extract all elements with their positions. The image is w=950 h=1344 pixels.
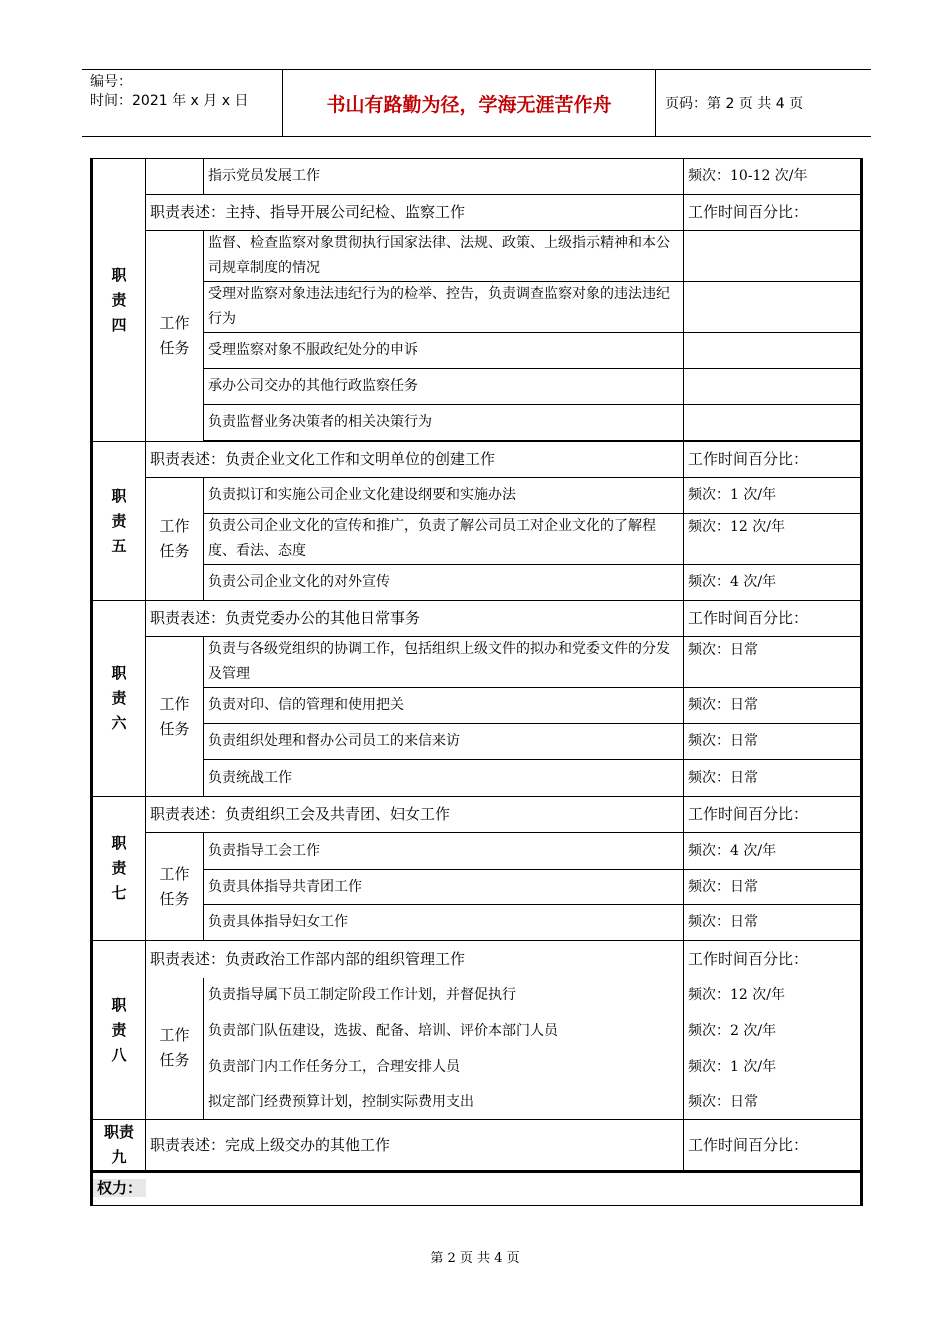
duty-8-task-1-freq: 频次：12 次/年 bbox=[684, 978, 862, 1014]
duty-4-task-3-freq bbox=[684, 333, 862, 369]
duty-6-task-3: 负责组织处理和督办公司员工的来信来访 bbox=[204, 724, 684, 760]
duty-5-task-label: 工作任务 bbox=[146, 478, 204, 601]
duty-4-task-5-freq bbox=[684, 405, 862, 441]
power-row bbox=[92, 1172, 862, 1206]
duty-4-top-task-freq: 频次：10-12 次/年 bbox=[684, 159, 862, 195]
duty-4-task-4: 承办公司交办的其他行政监察任务 bbox=[204, 369, 684, 405]
duty-4-task-4-freq bbox=[684, 369, 862, 405]
duty-7-task-label: 工作任务 bbox=[146, 833, 204, 941]
duty-8-task-3-freq: 频次：1 次/年 bbox=[684, 1050, 862, 1086]
duty-4-label: 职责四 bbox=[92, 159, 146, 442]
duty-7-task-3-freq: 频次：日常 bbox=[684, 905, 862, 941]
duty-4-percent: 工作时间百分比： bbox=[684, 195, 862, 231]
duty-7-task-2: 负责具体指导共青团工作 bbox=[204, 870, 684, 905]
page-header bbox=[82, 69, 871, 137]
duty-4-task-2-freq bbox=[684, 282, 862, 333]
duty-8-label: 职责八 bbox=[92, 941, 146, 1120]
header-page-number: 页码：第 2 页 共 4 页 bbox=[665, 96, 804, 112]
duty-5-summary: 职责表述：负责企业文化工作和文明单位的创建工作 bbox=[146, 442, 684, 478]
duty-4-task-2: 受理对监察对象违法违纪行为的检举、控告，负责调查监察对象的违法违纪行为 bbox=[204, 282, 684, 333]
duty-6-task-3-freq: 频次：日常 bbox=[684, 724, 862, 760]
duty-8-task-4: 拟定部门经费预算计划，控制实际费用支出 bbox=[204, 1086, 684, 1120]
duty-table bbox=[90, 158, 863, 1206]
duty-9-label: 职责九 bbox=[92, 1120, 146, 1172]
duty-8-summary: 职责表述：负责政治工作部内部的组织管理工作 bbox=[146, 941, 684, 978]
duty-5-task-1: 负责拟订和实施公司企业文化建设纲要和实施办法 bbox=[204, 478, 684, 514]
duty-7-task-2-freq: 频次：日常 bbox=[684, 870, 862, 905]
duty-4-top-task: 指示党员发展工作 bbox=[204, 159, 684, 195]
duty-7-task-3: 负责具体指导妇女工作 bbox=[204, 905, 684, 941]
header-meta bbox=[82, 70, 282, 136]
duty-7-label: 职责七 bbox=[92, 797, 146, 941]
duty-6-label: 职责六 bbox=[92, 601, 146, 797]
duty-8-task-3: 负责部门内工作任务分工，合理安排人员 bbox=[204, 1050, 684, 1086]
duty-9-percent: 工作时间百分比： bbox=[684, 1120, 862, 1172]
duty-8-task-4-freq: 频次：日常 bbox=[684, 1086, 862, 1120]
duty-5-label: 职责五 bbox=[92, 442, 146, 601]
duty-6-task-label: 工作任务 bbox=[146, 637, 204, 797]
duty-5-task-3-freq: 频次：4 次/年 bbox=[684, 565, 862, 601]
duty-9-summary: 职责表述：完成上级交办的其他工作 bbox=[146, 1120, 684, 1172]
duty-6-summary: 职责表述：负责党委办公的其他日常事务 bbox=[146, 601, 684, 637]
duty-6-task-2: 负责对印、信的管理和使用把关 bbox=[204, 688, 684, 724]
duty-4-task-label: 工作任务 bbox=[146, 231, 204, 442]
power-label: 权力： bbox=[93, 1179, 146, 1197]
duty-4-task-1-freq bbox=[684, 231, 862, 282]
duty-5-percent: 工作时间百分比： bbox=[684, 442, 862, 478]
page-footer: 第 2 页 共 4 页 bbox=[430, 1251, 520, 1266]
duty-5-task-2-freq: 频次：12 次/年 bbox=[684, 514, 862, 565]
duty-7-task-1: 负责指导工会工作 bbox=[204, 833, 684, 870]
duty-6-task-1: 负责与各级党组织的协调工作，包括组织上级文件的拟办和党委文件的分发及管理 bbox=[204, 637, 684, 688]
duty-6-task-2-freq: 频次：日常 bbox=[684, 688, 862, 724]
duty-7-summary: 职责表述：负责组织工会及共青团、妇女工作 bbox=[146, 797, 684, 833]
duty-5-task-1-freq: 频次：1 次/年 bbox=[684, 478, 862, 514]
duty-4-summary: 职责表述：主持、指导开展公司纪检、监察工作 bbox=[146, 195, 684, 231]
duty-4-task-5: 负责监督业务决策者的相关决策行为 bbox=[204, 405, 684, 441]
duty-4-task-3: 受理监察对象不服政纪处分的申诉 bbox=[204, 333, 684, 369]
duty-8-task-2-freq: 频次：2 次/年 bbox=[684, 1014, 862, 1050]
duty-8-task-2: 负责部门队伍建设，选拔、配备、培训、评价本部门人员 bbox=[204, 1014, 684, 1050]
doc-date: 时间：2021 年 x 月 x 日 bbox=[90, 93, 249, 109]
header-motto: 书山有路勤为径，学海无涯苦作舟 bbox=[282, 70, 656, 136]
duty-8-task-1: 负责指导属下员工制定阶段工作计划，并督促执行 bbox=[204, 978, 684, 1014]
duty-6-percent: 工作时间百分比： bbox=[684, 601, 862, 637]
duty-7-percent: 工作时间百分比： bbox=[684, 797, 862, 833]
duty-4-task-1: 监督、检查监察对象贯彻执行国家法律、法规、政策、上级指示精神和本公司规章制度的情况 bbox=[204, 231, 684, 282]
duty-8-task-label: 工作任务 bbox=[146, 978, 204, 1120]
duty-6-task-1-freq: 频次：日常 bbox=[684, 637, 862, 688]
duty-5-task-3: 负责公司企业文化的对外宣传 bbox=[204, 565, 684, 601]
duty-7-task-1-freq: 频次：4 次/年 bbox=[684, 833, 862, 870]
duty-6-task-4-freq: 频次：日常 bbox=[684, 760, 862, 797]
doc-number-label: 编号： bbox=[90, 74, 132, 90]
duty-5-task-2: 负责公司企业文化的宣传和推广，负责了解公司员工对企业文化的了解程度、看法、态度 bbox=[204, 514, 684, 565]
duty-6-task-4: 负责统战工作 bbox=[204, 760, 684, 797]
duty-8-percent: 工作时间百分比： bbox=[684, 941, 862, 978]
